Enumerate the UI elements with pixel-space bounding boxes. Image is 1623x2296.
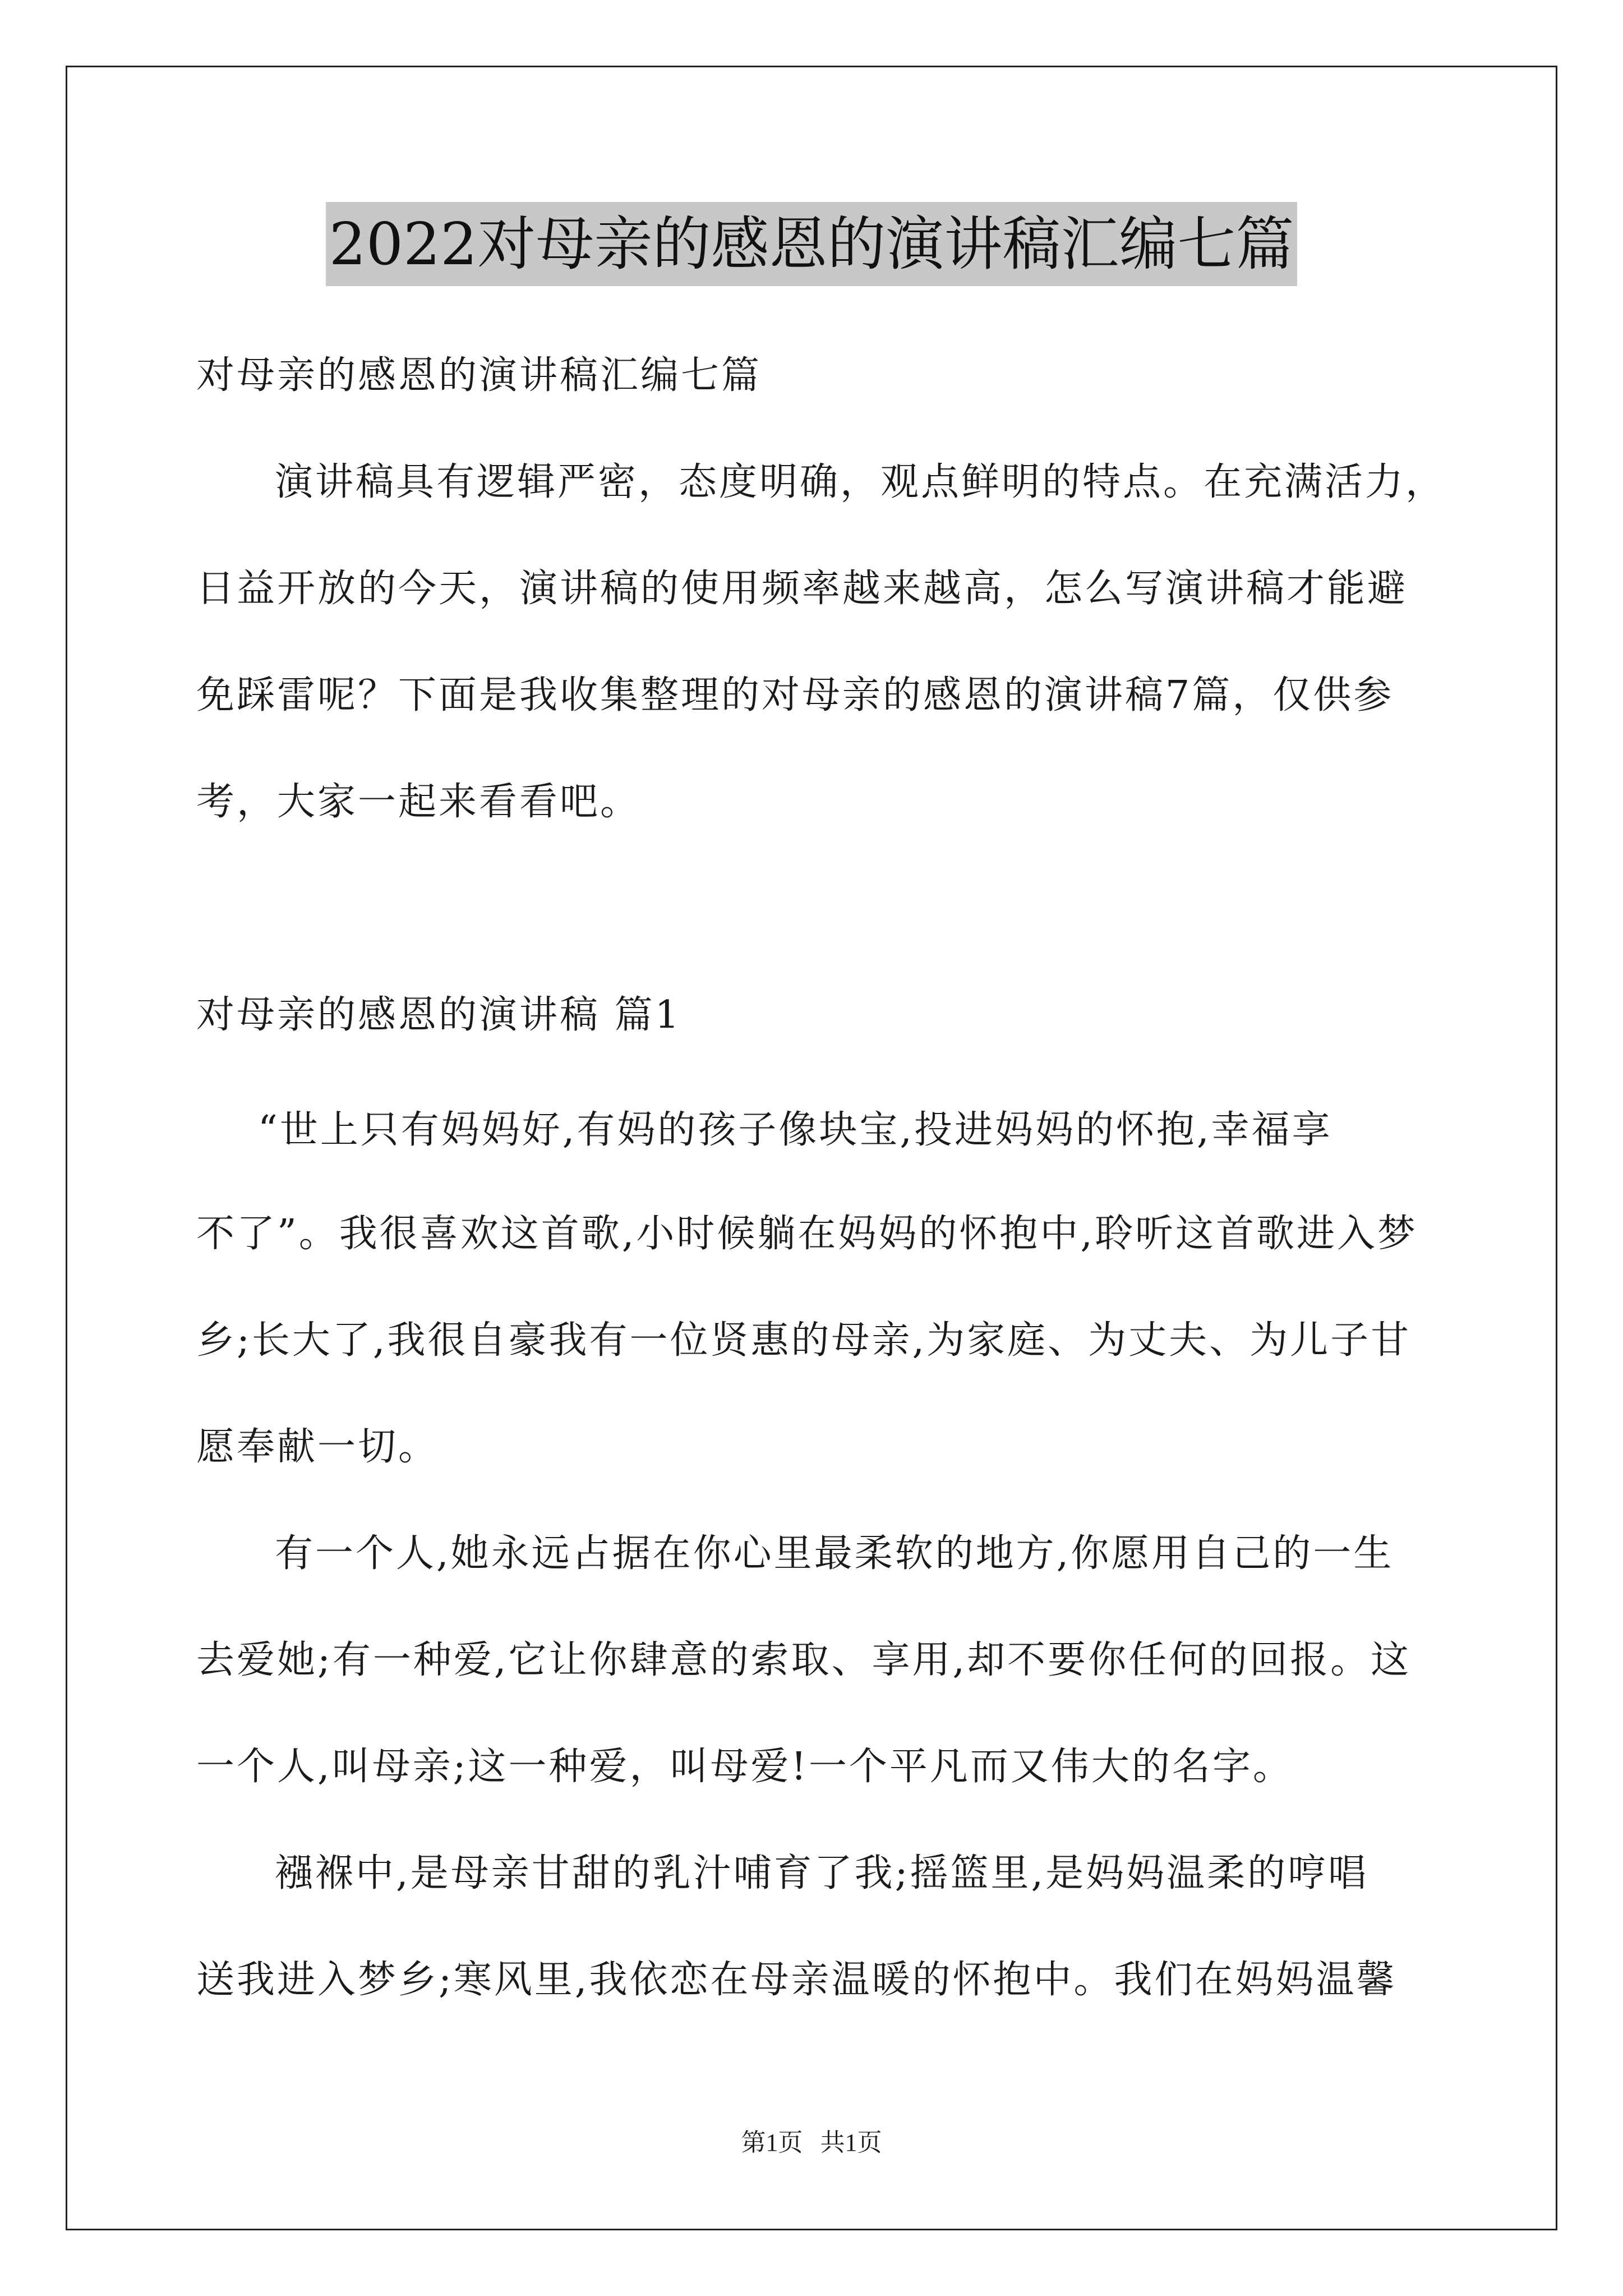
paragraph-line: 不了”。我很喜欢这首歌,小时候躺在妈妈的怀抱中,聆听这首歌进入梦 — [196, 1212, 1418, 1256]
intro-line: 日益开放的今天，演讲稿的使用频率越来越高，怎么写演讲稿才能避 — [196, 567, 1408, 611]
intro-line: 考，大家一起来看看吧。 — [196, 780, 641, 824]
section-heading: 对母亲的感恩的演讲稿 篇1 — [196, 993, 681, 1037]
paragraph-line: 有一个人,她永远占据在你心里最柔软的地方,你愿用自己的一生 — [275, 1531, 1394, 1576]
paragraph-line: 去爱她;有一种爱,它让你肆意的索取、享用,却不要你任何的回报。这 — [196, 1638, 1412, 1682]
paragraph-line: 一个人,叫母亲;这一种爱，叫母爱!一个平凡而又伟大的名字。 — [196, 1745, 1293, 1789]
page-footer — [0, 2126, 1623, 2160]
document-subtitle: 对母亲的感恩的演讲稿汇编七篇 — [196, 353, 762, 398]
paragraph-line: “世上只有妈妈好,有妈的孩子像块宝,投进妈妈的怀抱,幸福享 — [258, 1108, 1332, 1152]
document-title: 2022对母亲的感恩的演讲稿汇编七篇 — [326, 202, 1298, 286]
page-number: 第1页 — [741, 2129, 803, 2156]
paragraph-line: 送我进入梦乡;寒风里,我依恋在母亲温暖的怀抱中。我们在妈妈温馨 — [196, 1958, 1397, 2002]
paragraph-line: 襁褓中,是母亲甘甜的乳汁哺育了我;摇篮里,是妈妈温柔的哼唱 — [275, 1851, 1369, 1895]
intro-line: 免踩雷呢？下面是我收集整理的对母亲的感恩的演讲稿7篇，仅供参 — [196, 673, 1394, 717]
intro-line: 演讲稿具有逻辑严密，态度明确，观点鲜明的特点。在充满活力， — [275, 460, 1446, 504]
title-container — [0, 202, 1623, 286]
page-total: 共1页 — [820, 2129, 882, 2156]
paragraph-line: 乡;长大了,我很自豪我有一位贤惠的母亲,为家庭、为丈夫、为儿子甘 — [196, 1318, 1412, 1363]
paragraph-line: 愿奉献一切。 — [196, 1425, 439, 1469]
